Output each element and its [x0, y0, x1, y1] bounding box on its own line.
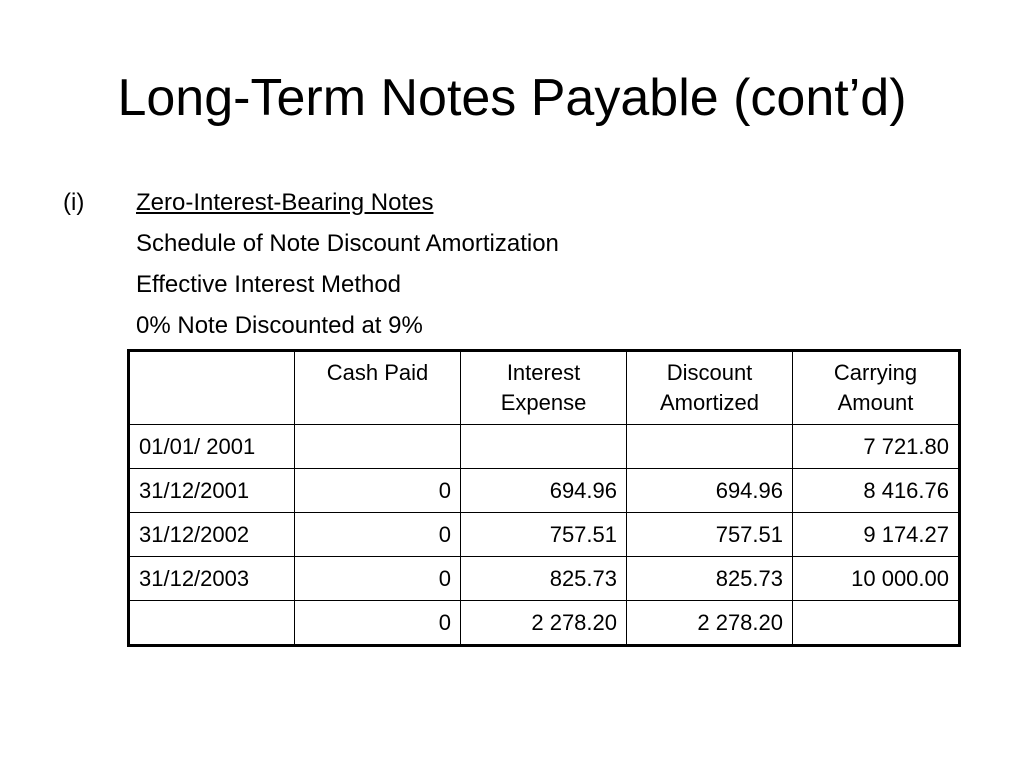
cell-cash-paid-total: 0: [295, 601, 461, 646]
subheading-zero-interest-notes: Zero-Interest-Bearing Notes: [136, 189, 434, 216]
cell-interest-expense: 694.96: [461, 469, 627, 513]
header-carrying-amount: Carrying Amount: [793, 351, 960, 425]
cell-discount-amortized: [627, 425, 793, 469]
header-date: [129, 351, 295, 425]
cell-date: [129, 601, 295, 646]
cell-date: 31/12/2001: [129, 469, 295, 513]
table-header-row: [129, 351, 960, 425]
cell-carrying-amount: 8 416.76: [793, 469, 960, 513]
cell-carrying-amount: [793, 601, 960, 646]
amortization-schedule-table: [127, 349, 961, 647]
cell-cash-paid: 0: [295, 469, 461, 513]
cell-date: 31/12/2003: [129, 557, 295, 601]
discount-rate-label: 0% Note Discounted at 9%: [136, 312, 423, 339]
cell-interest-expense-total: 2 278.20: [461, 601, 627, 646]
cell-discount-amortized: 825.73: [627, 557, 793, 601]
table-row: [129, 469, 960, 513]
cell-carrying-amount: 9 174.27: [793, 513, 960, 557]
cell-cash-paid: 0: [295, 513, 461, 557]
cell-discount-amortized: 757.51: [627, 513, 793, 557]
cell-discount-amortized-total: 2 278.20: [627, 601, 793, 646]
cell-interest-expense: 825.73: [461, 557, 627, 601]
table-row: [129, 513, 960, 557]
method-label: Effective Interest Method: [136, 271, 402, 298]
header-interest-expense: Interest Expense: [461, 351, 627, 425]
cell-date: 31/12/2002: [129, 513, 295, 557]
schedule-title: Schedule of Note Discount Amortization: [136, 230, 559, 257]
table-row: [129, 425, 960, 469]
slide-title: Long-Term Notes Payable (cont’d): [117, 69, 907, 127]
cell-interest-expense: 757.51: [461, 513, 627, 557]
cell-discount-amortized: 694.96: [627, 469, 793, 513]
cell-cash-paid: [295, 425, 461, 469]
header-discount-amortized: Discount Amortized: [627, 351, 793, 425]
table-row: [129, 557, 960, 601]
cell-interest-expense: [461, 425, 627, 469]
cell-carrying-amount: 10 000.00: [793, 557, 960, 601]
cell-carrying-amount: 7 721.80: [793, 425, 960, 469]
item-marker: (i): [63, 189, 85, 216]
cell-cash-paid: 0: [295, 557, 461, 601]
cell-date: 01/01/ 2001: [129, 425, 295, 469]
header-cash-paid: Cash Paid: [295, 351, 461, 425]
table-totals-row: [129, 601, 960, 646]
